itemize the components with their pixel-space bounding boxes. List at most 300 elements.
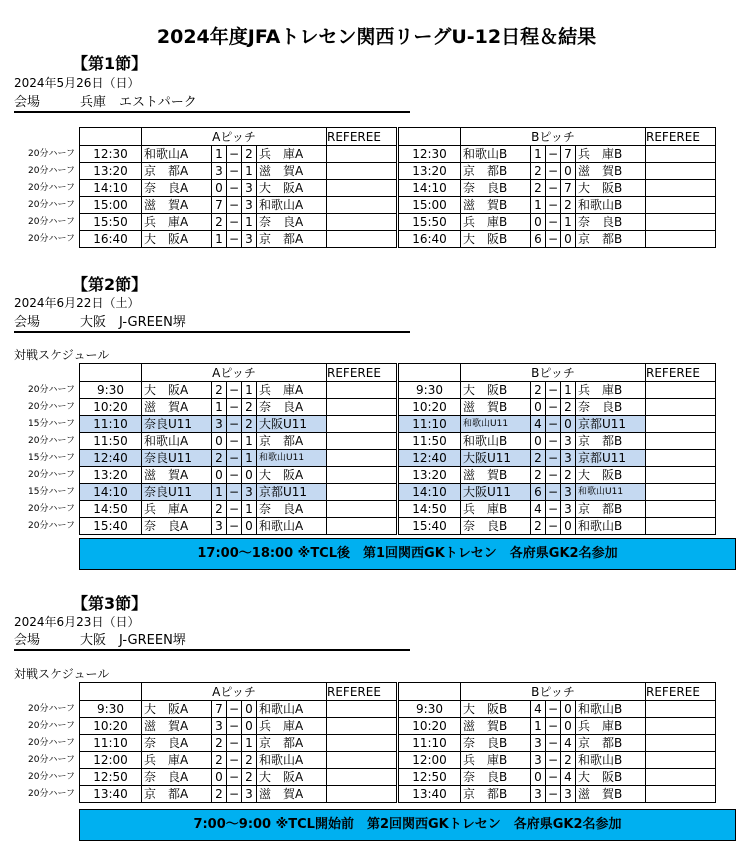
pitch-b-home-score: 3 xyxy=(531,786,546,803)
match-row xyxy=(80,450,716,467)
header-pitch-b: Bピッチ xyxy=(461,683,646,701)
pitch-b-home-score: 0 xyxy=(531,214,546,231)
pitch-a-kickoff-time: 10:20 xyxy=(80,399,142,416)
pitch-a-referee xyxy=(327,163,397,180)
pitch-b-kickoff-time: 11:10 xyxy=(399,735,461,752)
pitch-a-away-score: 1 xyxy=(242,382,257,399)
score-separator: − xyxy=(546,416,561,433)
pitch-b-home-team: 大 阪B xyxy=(461,701,531,718)
section-2-gk-banner: 17:00〜18:00 ※TCL後 第1回関西GKトレセン 各府県GK2名参加 xyxy=(79,538,736,570)
pitch-b-home-team: 滋 賀B xyxy=(461,467,531,484)
pitch-b-kickoff-time: 15:00 xyxy=(399,197,461,214)
section-2-schedule-label: 対戦スケジュール xyxy=(14,348,110,362)
pitch-a-away-score: 3 xyxy=(242,786,257,803)
pitch-a-home-team: 大 阪A xyxy=(142,382,212,399)
score-separator: − xyxy=(546,382,561,399)
pitch-a-kickoff-time: 12:50 xyxy=(80,769,142,786)
pitch-a-home-score: 3 xyxy=(212,718,227,735)
pitch-a-kickoff-time: 15:00 xyxy=(80,197,142,214)
half-duration-label: 20分ハーフ xyxy=(28,149,76,159)
score-separator: − xyxy=(227,752,242,769)
pitch-a-home-team: 奈 良A xyxy=(142,518,212,535)
header-pitch-a: Aピッチ xyxy=(142,128,327,146)
pitch-b-away-team: 京 都B xyxy=(576,231,646,248)
score-separator: − xyxy=(227,163,242,180)
match-row xyxy=(80,399,716,416)
pitch-b-home-team: 兵 庫B xyxy=(461,752,531,769)
pitch-b-away-score: 2 xyxy=(561,752,576,769)
pitch-a-referee xyxy=(327,399,397,416)
pitch-a-away-team: 和歌山U11 xyxy=(257,450,327,467)
pitch-a-away-score: 1 xyxy=(242,501,257,518)
pitch-a-home-score: 1 xyxy=(212,146,227,163)
pitch-b-kickoff-time: 10:20 xyxy=(399,399,461,416)
pitch-b-kickoff-time: 15:40 xyxy=(399,518,461,535)
pitch-a-home-team: 奈 良A xyxy=(142,180,212,197)
score-separator: − xyxy=(227,382,242,399)
score-separator: − xyxy=(227,416,242,433)
header-referee-b: REFEREE xyxy=(646,128,716,146)
pitch-a-home-team: 滋 賀A xyxy=(142,197,212,214)
pitch-a-home-team: 奈良U11 xyxy=(142,484,212,501)
section-3-venue xyxy=(14,629,410,651)
pitch-a-away-team: 大 阪A xyxy=(257,769,327,786)
pitch-b-away-team: 京都U11 xyxy=(576,450,646,467)
score-separator: − xyxy=(546,484,561,501)
half-duration-label: 20分ハーフ xyxy=(28,755,76,765)
pitch-b-away-score: 0 xyxy=(561,231,576,248)
half-duration-label: 20分ハーフ xyxy=(28,704,76,714)
section-2-half-labels xyxy=(28,382,75,535)
pitch-b-kickoff-time: 12:00 xyxy=(399,752,461,769)
pitch-a-away-team: 京 都A xyxy=(257,231,327,248)
pitch-b-home-score: 4 xyxy=(531,416,546,433)
pitch-b-kickoff-time: 14:10 xyxy=(399,484,461,501)
header-pitch-a: Aピッチ xyxy=(142,364,327,382)
pitch-b-away-team: 兵 庫B xyxy=(576,382,646,399)
pitch-a-home-team: 大 阪A xyxy=(142,231,212,248)
pitch-b-referee xyxy=(646,718,716,735)
pitch-a-away-team: 和歌山A xyxy=(257,518,327,535)
pitch-b-away-team: 京 都B xyxy=(576,501,646,518)
pitch-a-referee xyxy=(327,433,397,450)
score-separator: − xyxy=(227,450,242,467)
score-separator: − xyxy=(546,163,561,180)
section-3-half-labels xyxy=(28,701,75,803)
venue-name: 大阪 J-GREEN堺 xyxy=(80,315,186,330)
pitch-a-away-team: 奈 良A xyxy=(257,399,327,416)
header-referee-a: REFEREE xyxy=(327,364,397,382)
score-separator: − xyxy=(227,718,242,735)
pitch-a-away-score: 2 xyxy=(242,769,257,786)
pitch-a-away-score: 3 xyxy=(242,231,257,248)
pitch-a-away-team: 奈 良A xyxy=(257,501,327,518)
pitch-b-home-score: 2 xyxy=(531,163,546,180)
pitch-b-home-team: 滋 賀B xyxy=(461,399,531,416)
pitch-a-away-score: 0 xyxy=(242,701,257,718)
section-3-gk-banner: 7:00〜9:00 ※TCL開始前 第2回関西GKトレセン 各府県GK2名参加 xyxy=(79,809,736,841)
table-header-row xyxy=(80,128,716,146)
pitch-a-away-team: 大 阪A xyxy=(257,467,327,484)
pitch-b-kickoff-time: 16:40 xyxy=(399,231,461,248)
half-duration-label: 20分ハーフ xyxy=(28,436,76,446)
pitch-b-referee xyxy=(646,399,716,416)
half-duration-label: 20分ハーフ xyxy=(28,385,76,395)
pitch-a-referee xyxy=(327,786,397,803)
score-separator: − xyxy=(546,701,561,718)
match-row xyxy=(80,501,716,518)
pitch-a-away-score: 1 xyxy=(242,450,257,467)
section-2-table xyxy=(79,363,716,535)
pitch-a-referee xyxy=(327,146,397,163)
pitch-a-referee xyxy=(327,450,397,467)
pitch-b-home-score: 2 xyxy=(531,180,546,197)
pitch-a-referee xyxy=(327,382,397,399)
pitch-a-home-score: 2 xyxy=(212,752,227,769)
pitch-a-away-score: 3 xyxy=(242,180,257,197)
half-duration-label: 20分ハーフ xyxy=(28,504,76,514)
pitch-b-away-score: 0 xyxy=(561,701,576,718)
pitch-b-referee xyxy=(646,752,716,769)
score-separator: − xyxy=(227,467,242,484)
pitch-a-home-score: 2 xyxy=(212,450,227,467)
pitch-b-away-team: 京 都B xyxy=(576,433,646,450)
table-header-row xyxy=(80,683,716,701)
pitch-a-referee xyxy=(327,197,397,214)
pitch-b-referee xyxy=(646,231,716,248)
match-row xyxy=(80,518,716,535)
pitch-b-away-team: 兵 庫B xyxy=(576,718,646,735)
pitch-b-away-team: 和歌山B xyxy=(576,518,646,535)
pitch-b-referee xyxy=(646,146,716,163)
pitch-a-home-score: 7 xyxy=(212,701,227,718)
pitch-b-kickoff-time: 11:50 xyxy=(399,433,461,450)
pitch-a-home-score: 1 xyxy=(212,231,227,248)
pitch-a-referee xyxy=(327,701,397,718)
pitch-a-referee xyxy=(327,718,397,735)
pitch-a-kickoff-time: 13:20 xyxy=(80,163,142,180)
score-separator: − xyxy=(546,399,561,416)
pitch-a-referee xyxy=(327,518,397,535)
score-separator: − xyxy=(227,399,242,416)
pitch-a-home-score: 0 xyxy=(212,180,227,197)
pitch-b-home-team: 和歌山B xyxy=(461,433,531,450)
pitch-b-away-score: 0 xyxy=(561,416,576,433)
header-spacer xyxy=(80,683,142,701)
pitch-a-home-team: 大 阪A xyxy=(142,701,212,718)
pitch-a-kickoff-time: 15:40 xyxy=(80,518,142,535)
pitch-a-away-team: 兵 庫A xyxy=(257,382,327,399)
pitch-b-away-score: 0 xyxy=(561,163,576,180)
pitch-b-kickoff-time: 9:30 xyxy=(399,701,461,718)
pitch-a-kickoff-time: 9:30 xyxy=(80,701,142,718)
pitch-b-kickoff-time: 14:10 xyxy=(399,180,461,197)
score-separator: − xyxy=(227,180,242,197)
pitch-b-away-team: 奈 良B xyxy=(576,214,646,231)
pitch-a-home-score: 0 xyxy=(212,467,227,484)
pitch-b-away-score: 0 xyxy=(561,518,576,535)
header-referee-a: REFEREE xyxy=(327,128,397,146)
score-separator: − xyxy=(546,735,561,752)
pitch-b-away-score: 3 xyxy=(561,450,576,467)
venue-name: 大阪 J-GREEN堺 xyxy=(80,633,186,648)
pitch-b-away-team: 京 都B xyxy=(576,735,646,752)
section-3-schedule-label: 対戦スケジュール xyxy=(14,667,110,681)
pitch-b-referee xyxy=(646,416,716,433)
pitch-a-home-team: 和歌山A xyxy=(142,433,212,450)
venue-label: 会場 xyxy=(14,633,41,648)
pitch-b-home-team: 大阪U11 xyxy=(461,484,531,501)
pitch-a-kickoff-time: 11:50 xyxy=(80,433,142,450)
pitch-b-home-score: 4 xyxy=(531,701,546,718)
header-spacer xyxy=(80,128,142,146)
half-duration-label: 20分ハーフ xyxy=(28,738,76,748)
pitch-b-kickoff-time: 12:50 xyxy=(399,769,461,786)
pitch-b-referee xyxy=(646,484,716,501)
pitch-a-kickoff-time: 16:40 xyxy=(80,231,142,248)
pitch-b-home-team: 京 都B xyxy=(461,786,531,803)
pitch-a-away-score: 1 xyxy=(242,433,257,450)
score-separator: − xyxy=(227,735,242,752)
pitch-a-away-score: 0 xyxy=(242,518,257,535)
match-row xyxy=(80,231,716,248)
pitch-a-away-score: 0 xyxy=(242,467,257,484)
pitch-a-away-team: 和歌山A xyxy=(257,197,327,214)
venue-name: 兵庫 エストパーク xyxy=(80,95,197,110)
match-row xyxy=(80,197,716,214)
venue-label: 会場 xyxy=(14,95,41,110)
pitch-b-home-score: 2 xyxy=(531,450,546,467)
pitch-b-referee xyxy=(646,701,716,718)
score-separator: − xyxy=(546,769,561,786)
header-pitch-a: Aピッチ xyxy=(142,683,327,701)
score-separator: − xyxy=(546,752,561,769)
pitch-b-referee xyxy=(646,382,716,399)
pitch-a-away-team: 和歌山A xyxy=(257,752,327,769)
pitch-b-home-score: 3 xyxy=(531,752,546,769)
pitch-b-away-team: 大 阪B xyxy=(576,467,646,484)
score-separator: − xyxy=(546,467,561,484)
pitch-b-kickoff-time: 12:30 xyxy=(399,146,461,163)
pitch-a-away-score: 1 xyxy=(242,735,257,752)
score-separator: − xyxy=(546,786,561,803)
header-spacer xyxy=(399,364,461,382)
half-duration-label: 15分ハーフ xyxy=(28,419,76,429)
pitch-b-kickoff-time: 9:30 xyxy=(399,382,461,399)
pitch-a-away-score: 1 xyxy=(242,163,257,180)
section-1-venue xyxy=(14,91,410,113)
pitch-b-referee xyxy=(646,433,716,450)
pitch-a-home-team: 京 都A xyxy=(142,163,212,180)
pitch-b-away-score: 2 xyxy=(561,399,576,416)
pitch-a-referee xyxy=(327,231,397,248)
pitch-a-home-score: 3 xyxy=(212,416,227,433)
half-duration-label: 20分ハーフ xyxy=(28,772,76,782)
pitch-a-away-score: 2 xyxy=(242,146,257,163)
pitch-a-away-team: 奈 良A xyxy=(257,214,327,231)
pitch-b-kickoff-time: 10:20 xyxy=(399,718,461,735)
pitch-b-away-team: 滋 賀B xyxy=(576,786,646,803)
pitch-a-away-team: 滋 賀A xyxy=(257,163,327,180)
pitch-a-kickoff-time: 12:40 xyxy=(80,450,142,467)
pitch-a-home-score: 3 xyxy=(212,163,227,180)
pitch-b-away-team: 和歌山U11 xyxy=(576,484,646,501)
pitch-b-away-team: 奈 良B xyxy=(576,399,646,416)
pitch-a-home-score: 2 xyxy=(212,501,227,518)
match-row xyxy=(80,718,716,735)
match-row xyxy=(80,214,716,231)
pitch-b-away-score: 3 xyxy=(561,433,576,450)
pitch-b-home-score: 6 xyxy=(531,231,546,248)
header-referee-b: REFEREE xyxy=(646,683,716,701)
pitch-b-home-score: 6 xyxy=(531,484,546,501)
pitch-a-kickoff-time: 14:50 xyxy=(80,501,142,518)
pitch-a-away-team: 兵 庫A xyxy=(257,718,327,735)
header-spacer xyxy=(399,683,461,701)
pitch-a-home-team: 兵 庫A xyxy=(142,501,212,518)
pitch-b-away-score: 7 xyxy=(561,146,576,163)
pitch-b-home-team: 大 阪B xyxy=(461,231,531,248)
match-row xyxy=(80,701,716,718)
score-separator: − xyxy=(546,518,561,535)
match-row xyxy=(80,433,716,450)
header-spacer xyxy=(399,128,461,146)
score-separator: − xyxy=(227,231,242,248)
pitch-b-away-team: 京都U11 xyxy=(576,416,646,433)
score-separator: − xyxy=(227,433,242,450)
pitch-a-home-team: 奈 良A xyxy=(142,735,212,752)
pitch-a-away-team: 京 都A xyxy=(257,735,327,752)
pitch-b-away-score: 4 xyxy=(561,769,576,786)
half-duration-label: 20分ハーフ xyxy=(28,234,76,244)
pitch-b-home-score: 1 xyxy=(531,718,546,735)
pitch-a-home-score: 2 xyxy=(212,382,227,399)
match-row xyxy=(80,752,716,769)
pitch-a-kickoff-time: 11:10 xyxy=(80,735,142,752)
pitch-a-home-score: 2 xyxy=(212,214,227,231)
pitch-a-kickoff-time: 14:10 xyxy=(80,180,142,197)
pitch-b-away-score: 2 xyxy=(561,467,576,484)
pitch-a-referee xyxy=(327,214,397,231)
pitch-a-referee xyxy=(327,467,397,484)
score-separator: − xyxy=(546,433,561,450)
pitch-b-away-score: 1 xyxy=(561,214,576,231)
pitch-b-away-team: 大 阪B xyxy=(576,180,646,197)
score-separator: − xyxy=(546,180,561,197)
pitch-b-home-team: 大 阪B xyxy=(461,382,531,399)
half-duration-label: 20分ハーフ xyxy=(28,217,76,227)
pitch-a-away-score: 2 xyxy=(242,752,257,769)
pitch-a-referee xyxy=(327,769,397,786)
pitch-a-away-team: 滋 賀A xyxy=(257,786,327,803)
pitch-b-away-score: 3 xyxy=(561,484,576,501)
pitch-b-away-score: 3 xyxy=(561,501,576,518)
pitch-b-kickoff-time: 12:40 xyxy=(399,450,461,467)
pitch-b-kickoff-time: 13:20 xyxy=(399,163,461,180)
section-2-heading: 【第2節】 xyxy=(72,275,148,294)
pitch-a-away-team: 京都U11 xyxy=(257,484,327,501)
pitch-a-home-score: 7 xyxy=(212,197,227,214)
pitch-b-away-team: 和歌山B xyxy=(576,701,646,718)
pitch-a-away-team: 大阪U11 xyxy=(257,416,327,433)
pitch-b-home-score: 1 xyxy=(531,146,546,163)
half-duration-label: 20分ハーフ xyxy=(28,789,76,799)
score-separator: − xyxy=(546,450,561,467)
pitch-b-home-team: 奈 良B xyxy=(461,769,531,786)
pitch-b-kickoff-time: 13:20 xyxy=(399,467,461,484)
pitch-a-kickoff-time: 9:30 xyxy=(80,382,142,399)
pitch-b-home-team: 奈 良B xyxy=(461,735,531,752)
match-row xyxy=(80,735,716,752)
pitch-b-kickoff-time: 13:40 xyxy=(399,786,461,803)
pitch-a-kickoff-time: 12:30 xyxy=(80,146,142,163)
pitch-a-away-team: 兵 庫A xyxy=(257,146,327,163)
pitch-b-home-team: 奈 良B xyxy=(461,180,531,197)
pitch-b-away-score: 2 xyxy=(561,197,576,214)
section-1-heading: 【第1節】 xyxy=(72,54,148,73)
pitch-b-home-score: 1 xyxy=(531,197,546,214)
half-duration-label: 20分ハーフ xyxy=(28,200,76,210)
pitch-b-referee xyxy=(646,450,716,467)
pitch-a-home-team: 奈良U11 xyxy=(142,416,212,433)
pitch-b-away-score: 3 xyxy=(561,786,576,803)
score-separator: − xyxy=(227,518,242,535)
match-row xyxy=(80,382,716,399)
score-separator: − xyxy=(227,701,242,718)
half-duration-label: 20分ハーフ xyxy=(28,183,76,193)
header-pitch-b: Bピッチ xyxy=(461,128,646,146)
pitch-b-home-score: 2 xyxy=(531,382,546,399)
pitch-b-home-team: 滋 賀B xyxy=(461,197,531,214)
pitch-b-referee xyxy=(646,214,716,231)
section-1-date: 2024年5月26日（日） xyxy=(14,76,140,90)
pitch-a-home-team: 和歌山A xyxy=(142,146,212,163)
pitch-b-home-team: 大阪U11 xyxy=(461,450,531,467)
half-duration-label: 15分ハーフ xyxy=(28,453,76,463)
section-3-date: 2024年6月23日（日） xyxy=(14,615,140,629)
match-row xyxy=(80,484,716,501)
pitch-a-away-team: 京 都A xyxy=(257,433,327,450)
pitch-b-home-score: 4 xyxy=(531,501,546,518)
pitch-b-away-score: 4 xyxy=(561,735,576,752)
pitch-a-referee xyxy=(327,484,397,501)
pitch-b-home-score: 3 xyxy=(531,735,546,752)
pitch-a-home-score: 1 xyxy=(212,399,227,416)
table-header-row xyxy=(80,364,716,382)
score-separator: − xyxy=(546,501,561,518)
pitch-a-home-team: 奈良U11 xyxy=(142,450,212,467)
pitch-a-referee xyxy=(327,501,397,518)
pitch-a-home-score: 2 xyxy=(212,735,227,752)
pitch-b-referee xyxy=(646,735,716,752)
score-separator: − xyxy=(546,231,561,248)
score-separator: − xyxy=(227,214,242,231)
section-2-venue xyxy=(14,311,410,333)
pitch-b-referee xyxy=(646,197,716,214)
score-separator: − xyxy=(227,501,242,518)
pitch-a-kickoff-time: 12:00 xyxy=(80,752,142,769)
pitch-a-home-team: 滋 賀A xyxy=(142,467,212,484)
pitch-a-home-score: 3 xyxy=(212,518,227,535)
pitch-b-kickoff-time: 11:10 xyxy=(399,416,461,433)
half-duration-label: 20分ハーフ xyxy=(28,521,76,531)
pitch-a-home-team: 兵 庫A xyxy=(142,214,212,231)
score-separator: − xyxy=(227,769,242,786)
pitch-b-kickoff-time: 14:50 xyxy=(399,501,461,518)
header-spacer xyxy=(80,364,142,382)
match-row xyxy=(80,467,716,484)
pitch-a-away-score: 3 xyxy=(242,484,257,501)
